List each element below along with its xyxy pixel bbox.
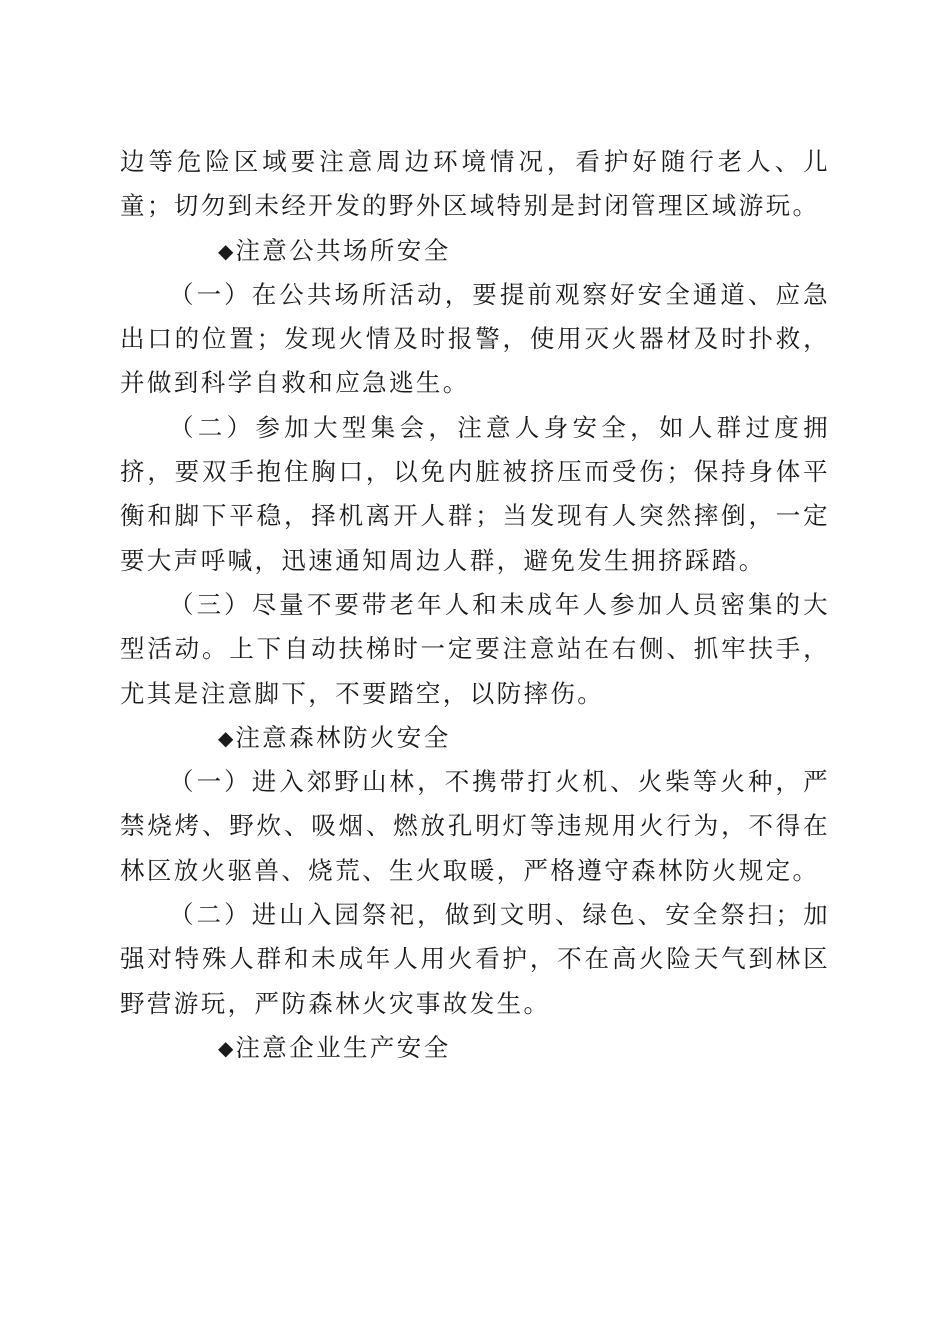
section-heading-label: 注意森林防火安全 <box>235 722 451 752</box>
paragraph: （二）参加大型集会，注意人身安全，如人群过度拥挤，要双手抱住胸口，以免内脏被挤压而受伤；保持身体平衡和脚下平稳，择机离开人群；当发现有人突然摔倒，一定要大声呼喊，迅速通知周边人群，避免发生拥挤踩踏。 <box>120 412 830 575</box>
diamond-bullet-icon: ◆ <box>218 238 234 263</box>
section-heading-label: 注意公共场所安全 <box>235 235 451 265</box>
section-heading-forest-fire <box>120 716 830 760</box>
paragraph: （二）进山入园祭祀，做到文明、绿色、安全祭扫；加强对特殊人群和未成年人用火看护，不在高火险天气到林区野营游玩，严防森林火灾事故发生。 <box>120 900 830 1018</box>
paragraph: （三）尽量不要带老年人和未成年人参加人员密集的大型活动。上下自动扶梯时一定要注意站在右侧、抓牢扶手，尤其是注意脚下，不要踏空，以防摔伤。 <box>120 589 830 708</box>
section-heading-public-places <box>120 229 830 273</box>
document-body <box>120 140 830 1070</box>
diamond-bullet-icon: ◆ <box>218 1035 234 1060</box>
paragraph: （一）进入郊野山林，不携带打火机、火柴等火种，严禁烧烤、野炊、吸烟、燃放孔明灯等违规用火行为，不得在林区放火驱兽、烧荒、生火取暖，严格遵守森林防火规定。 <box>120 767 830 885</box>
diamond-bullet-icon: ◆ <box>218 725 234 750</box>
section-heading-label: 注意企业生产安全 <box>235 1032 451 1062</box>
paragraph: （一）在公共场所活动，要提前观察好安全通道、应急出口的位置；发现火情及时报警，使用灭火器材及时扑救，并做到科学自救和应急逃生。 <box>120 279 830 398</box>
intro-continuation-paragraph: 边等危险区域要注意周边环境情况，看护好随行老人、儿童；切勿到未经开发的野外区域特别是封闭管理区域游玩。 <box>120 147 830 221</box>
section-heading-enterprise-production <box>120 1026 830 1070</box>
